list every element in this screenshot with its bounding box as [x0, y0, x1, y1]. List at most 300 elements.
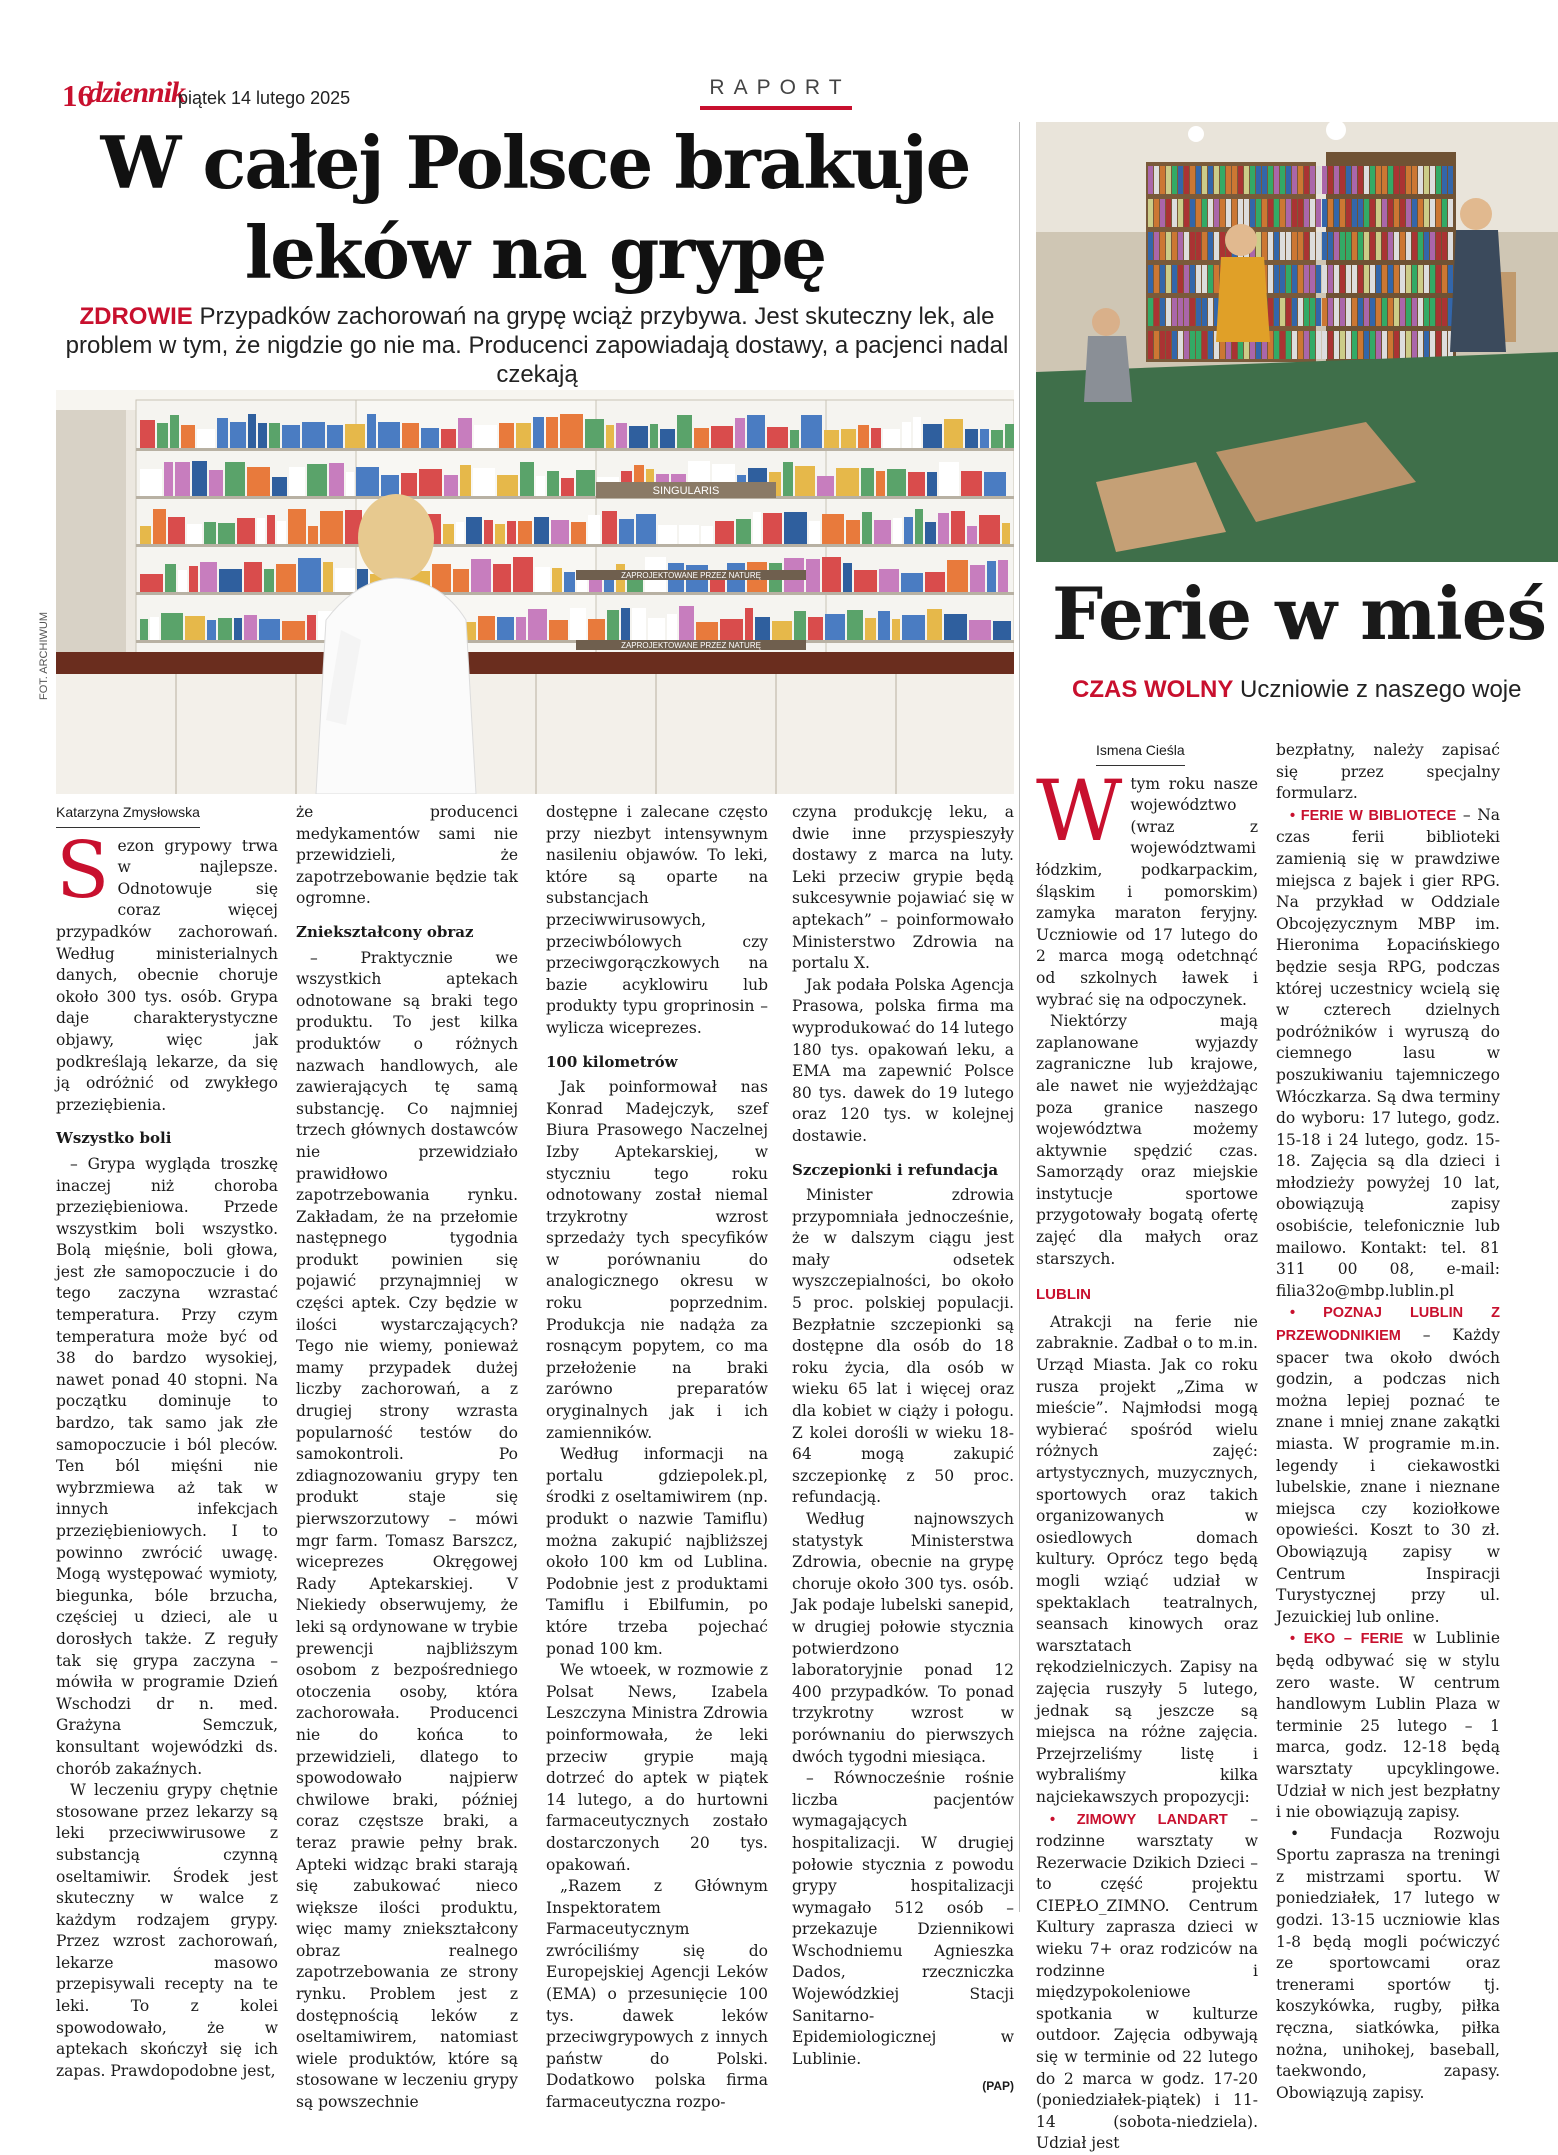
product-box: [947, 560, 968, 592]
book-spine: [1244, 199, 1249, 227]
product-box: [150, 617, 159, 640]
product-box: [913, 417, 921, 448]
paragraph: tym roku nasze województwo (wraz z województwami łódzkim, podkarpackim, śląskim i pomorskim) zamyka maraton feryjny. Uczniowie od 17 lutego do 2 marca mogą odetchnąć od szkolnych ławek i wybrać się na odpoczynek.: [1036, 774, 1258, 1009]
book-spine: [1220, 232, 1225, 260]
paragraph: • Fundacja Rozwoju Sportu zaprasza na treningi z mistrzami sportu. W poniedziałek, 17 lutego w godzi. 13-15 uczniowie klas 1-8 będą mogli poćwiczyć ze sportowcami oraz trenerami sportów tj. koszykówka, rugby, piłka ręczna, siatkówka, piłka nożna, unihokej, baseball, taekwondo, zapasy. Obowiązują zapisy.: [1276, 1824, 1500, 2102]
product-box: [667, 614, 677, 640]
product-box: [846, 520, 860, 544]
product-box: [345, 424, 365, 448]
paragraph: że producenci medykamentów sami nie przewidzieli, że zapotrzebowanie będzie tak ogromne.: [296, 803, 518, 908]
paragraph: – Każdy spacer twa około dwóch godzin, a podczas nich można lepiej poznać te znane i mniej znane zakątki miasta. W programie m.in. legendy i ciekawostki lubelskie, znane i nieznane miejsca czy koziołkowe opowieści. Koszt to 30 zł. Obowiązują zapisy w Centrum Inspiracji Turystycznej przy ul. Jezuickiej lub online.: [1276, 1326, 1500, 1626]
book-spine: [1148, 331, 1153, 359]
product-box: [822, 514, 844, 544]
book-spine: [1190, 199, 1195, 227]
product-box: [520, 462, 534, 496]
product-box: [443, 524, 454, 544]
product-box: [200, 562, 217, 592]
book-spine: [1352, 199, 1357, 227]
book-spine: [1328, 199, 1333, 227]
product-box: [219, 569, 242, 592]
product-box: [861, 468, 874, 496]
book-spine: [1304, 232, 1309, 260]
book-spine: [1166, 265, 1171, 293]
book-spine: [1154, 232, 1159, 260]
book-spine: [1346, 331, 1351, 359]
product-box: [237, 518, 255, 544]
product-box: [175, 462, 190, 496]
dropcap: W: [1036, 761, 1123, 860]
book-spine: [1292, 265, 1297, 293]
book-spine: [1274, 232, 1279, 260]
book-spine: [1424, 331, 1429, 359]
shelf-board: [136, 592, 1014, 595]
subheading: Szczepionki i refundacja: [792, 1160, 999, 1179]
book-spine: [1154, 166, 1159, 194]
book-spine: [1412, 199, 1417, 227]
book-spine: [1244, 166, 1249, 194]
product-box: [808, 617, 823, 640]
book-spine: [1316, 166, 1321, 194]
product-box: [289, 467, 305, 496]
product-box: [715, 521, 734, 544]
book-spine: [1322, 265, 1327, 293]
book-spine: [1328, 331, 1333, 359]
book-spine: [1364, 166, 1369, 194]
product-box: [277, 521, 286, 544]
shelf-board: [136, 496, 1014, 499]
product-box: [636, 514, 656, 544]
product-box: [969, 620, 991, 640]
lead-kicker: ZDROWIE: [79, 303, 193, 330]
product-box: [264, 569, 274, 592]
book-spine: [1442, 298, 1447, 326]
product-box: [629, 426, 648, 448]
book-spine: [1382, 199, 1387, 227]
book-spine: [1292, 232, 1297, 260]
book-spine: [1436, 265, 1441, 293]
book-spine: [1364, 232, 1369, 260]
product-box: [181, 425, 195, 448]
product-box: [883, 429, 900, 448]
product-box: [660, 429, 675, 448]
book-spine: [1184, 331, 1189, 359]
book-spine: [1214, 199, 1219, 227]
book-spine: [1274, 166, 1279, 194]
book-spine: [1310, 166, 1315, 194]
book-spine: [1352, 331, 1357, 359]
book-spine: [1172, 199, 1177, 227]
book-spine: [1406, 199, 1411, 227]
book-spine: [1370, 232, 1375, 260]
lead-text: Uczniowie z naszego woje: [1240, 676, 1522, 703]
book-spine: [1214, 232, 1219, 260]
book-spine: [1184, 166, 1189, 194]
book-spine: [1376, 232, 1381, 260]
book-spine: [1148, 298, 1153, 326]
book-spine: [1172, 298, 1177, 326]
product-box: [356, 467, 379, 496]
book-spine: [1316, 298, 1321, 326]
book-spine: [1340, 331, 1345, 359]
book-spine: [1160, 199, 1165, 227]
book-spine: [1196, 166, 1201, 194]
book-spine: [1226, 166, 1231, 194]
book-spine: [1406, 331, 1411, 359]
book-spine: [1190, 232, 1195, 260]
product-box: [140, 574, 163, 592]
product-box: [908, 472, 925, 496]
product-box: [893, 518, 902, 544]
product-box: [533, 417, 544, 448]
book-spine: [1364, 199, 1369, 227]
book-spine: [1268, 232, 1273, 260]
product-box: [874, 520, 891, 544]
book-spine: [1208, 232, 1213, 260]
product-box: [165, 564, 176, 592]
product-box: [876, 471, 885, 496]
book-spine: [1160, 232, 1165, 260]
book-spine: [1154, 199, 1159, 227]
product-box: [847, 610, 863, 640]
article2-lead: [1072, 676, 1558, 704]
paragraph: Niektórzy mają zaplanowane wyjazdy zagraniczne lub krajowe, ale nawet nie wyjeżdżając poza granice naszego województwa możemy aktywnie spędzić czas. Samorządy oraz miejskie instytucje sportowe przygotowały bogatą ofertę zajęć dla małych oraz starszych.: [1036, 1012, 1258, 1268]
product-box: [794, 611, 806, 640]
book-spine: [1424, 298, 1429, 326]
product-box: [513, 557, 533, 592]
book-spine: [1214, 166, 1219, 194]
book-spine: [1412, 298, 1417, 326]
book-spine: [1322, 199, 1327, 227]
book-spine: [1382, 232, 1387, 260]
article-headline: W całej Polsce brakuje leków na grypę: [100, 120, 970, 295]
book-spine: [1424, 232, 1429, 260]
book-spine: [1190, 265, 1195, 293]
book-spine: [1364, 298, 1369, 326]
book-spine: [1304, 298, 1309, 326]
book-spine: [1160, 166, 1165, 194]
book-spine: [1220, 199, 1225, 227]
product-box: [140, 619, 148, 640]
product-box: [747, 415, 765, 448]
product-box: [276, 564, 296, 592]
product-box: [456, 522, 464, 544]
product-box: [965, 429, 978, 448]
product-box: [961, 471, 982, 496]
book-spine: [1352, 232, 1357, 260]
book-spine: [1376, 199, 1381, 227]
product-box: [474, 425, 497, 448]
product-box: [495, 524, 505, 544]
product-box: [817, 476, 834, 496]
pharmacy-photo: [56, 390, 1014, 794]
book-spine: [1358, 331, 1363, 359]
subheading: Wszystko boli: [56, 1129, 172, 1148]
book-spine: [1436, 331, 1441, 359]
paragraph: W leczeniu grypy chętnie stosowane przez lekarzy są leki przeciwwirusowe z substancją czynną oseltamiwir. Środek jest skuteczny w walce z każdym rodzajem grypy. Przez wzrost zachorowań, lekarze masowo przepisywali recepty na te leki. To z kolei spowodowało, że w aptekach skończył się ich zapas. Prawdopodobne jest,: [56, 1781, 278, 2080]
paragraph: Według najnowszych statystyk Ministerstwa Zdrowia, obecnie na grypę choruje około 300 tys. osób. Jak podaje lubelski sanepid, w drugiej połowie stycznia potwierdzono laboratoryjnie ponad 12 400 przypadków. To ponad trzykrotny wzrost w porównaniu do pierwszych dwóch tygodni miesiąca.: [792, 1510, 1014, 1766]
book-spine: [1286, 166, 1291, 194]
book-spine: [1418, 199, 1423, 227]
product-box: [320, 511, 343, 544]
book-spine: [1202, 199, 1207, 227]
book-spine: [1334, 331, 1339, 359]
book-spine: [1340, 232, 1345, 260]
book-spine: [1208, 166, 1213, 194]
product-box: [499, 423, 514, 448]
product-box: [218, 523, 235, 544]
book-spine: [1172, 166, 1177, 194]
product-box: [308, 526, 318, 544]
product-box: [192, 461, 207, 496]
book-spine: [1400, 166, 1405, 194]
book-spine: [1322, 166, 1327, 194]
product-box: [189, 566, 198, 592]
paragraph: Atrakcji na ferie nie zabraknie. Zadbał o to m.in. Urząd Miasta. Jak co roku rusza projekt „Zima w mieście”. Najmłodsi mogą wybierać spośród wielu różnych zajęć: artystycznych, muzycznych, sportowych oraz takich organizowanych w osiedlowych domach kultury. Oprócz tego będą mogli wziąć udział w spektaklach teatralnych, seansach kinowych oraz warsztatach rękodzielniczych. Zapisy na zajęcia ruszyły 5 lutego, jednak są jeszcze są miejsca na różne zajęcia. Przejrzeliśmy listę i wybraliśmy kilka najciekawszych propozycji:: [1036, 1312, 1258, 1806]
book-spine: [1184, 199, 1189, 227]
product-box: [244, 615, 257, 640]
paragraph: – Równocześnie rośnie liczba pacjentów wymagających hospitalizacji. W drugiej połowie stycznia z powodu grypy hospitalizacji wymagało 512 osób – przekazuje Dziennikowi Wschodniemu Agnieszka Dados, rzeczniczka Wojewódzkiej Stacji Sanitarno-Epidemiologicznej w Lublinie.: [792, 1769, 1014, 2068]
product-box: [247, 467, 270, 496]
book-spine: [1430, 232, 1435, 260]
product-box: [967, 526, 977, 544]
book-spine: [1298, 199, 1303, 227]
book-spine: [1442, 232, 1447, 260]
product-box: [484, 520, 493, 544]
book-spine: [1388, 166, 1393, 194]
product-box: [865, 618, 876, 640]
book-spine: [1442, 166, 1447, 194]
book-spine: [1148, 199, 1153, 227]
product-box: [607, 610, 619, 640]
book-spine: [1256, 199, 1261, 227]
product-box: [161, 613, 183, 640]
product-box: [178, 570, 187, 592]
product-box: [570, 608, 586, 640]
product-box: [460, 465, 471, 496]
book-spine: [1334, 298, 1339, 326]
product-box: [269, 423, 280, 448]
book-spine: [1328, 232, 1333, 260]
paragraph: – Grypa wygląda troszkę inaczej niż choroba przeziębieniowa. Przede wszystkim boli wszystko. Bolą mięśnie, boli głowa, jest złe samopoczucie i do tego zaczyna wzrastać temperatura. Przy czym temperatura może być od 38 do bardzo wysokiej, nawet ponad 40 stopni. Na początku dominuje to bardzo, tak samo jak złe samopoczucie i ból pleców. Ten ból mięśni nie wybrzmiewa aż tak w innych infekcjach przeziębieniowych. I to powinno zwrócić uwagę. Mogą występować wymioty, biegunka, bóle brzucha, częściej u dzieci, ale u dorosłych także. Z reguły tak się grypa zaczyna – mówiła w programie Dzień Wschodzi dr n. med. Grażyna Semczuk, konsultant wojewódzki ds. chorób zakaźnych.: [56, 1154, 278, 1778]
book-spine: [1322, 298, 1327, 326]
book-spine: [1430, 298, 1435, 326]
book-spine: [1430, 265, 1435, 293]
product-box: [493, 564, 511, 592]
book-spine: [1310, 331, 1315, 359]
product-box: [878, 611, 890, 640]
article1-column-1: [56, 802, 278, 2082]
product-box: [998, 560, 1008, 592]
book-spine: [1220, 166, 1225, 194]
product-box: [806, 559, 820, 592]
book-spine: [1250, 166, 1255, 194]
section-rule: [700, 106, 852, 110]
book-spine: [1418, 331, 1423, 359]
book-spine: [1346, 232, 1351, 260]
book-spine: [1370, 166, 1375, 194]
book-spine: [1394, 232, 1399, 260]
product-box: [822, 557, 841, 592]
book-spine: [1352, 298, 1357, 326]
product-box: [987, 561, 996, 592]
product-box: [381, 475, 399, 496]
paragraph: Jak podała Polska Agencja Prasowa, polska firma ma wyprodukować do 14 lutego 180 tys. opakowań leku, a EMA ma zapewnić Polsce 80 tys. dawek do 19 lutego oraz 120 tys. w kolejnej dostawie.: [792, 975, 1014, 1145]
article2-column-2: [1276, 740, 1500, 2104]
product-box: [648, 618, 665, 640]
book-spine: [1196, 331, 1201, 359]
product-box: [801, 415, 822, 448]
shelf-board: [136, 544, 1014, 547]
product-box: [795, 466, 815, 496]
product-box: [187, 524, 202, 544]
product-box: [367, 414, 376, 448]
product-box: [549, 620, 568, 640]
book-spine: [1394, 166, 1399, 194]
book-spine: [1412, 331, 1417, 359]
product-box: [288, 509, 306, 544]
product-box: [458, 418, 472, 448]
book-spine: [1190, 166, 1195, 194]
book-spine: [1382, 166, 1387, 194]
dropcap: S: [56, 825, 110, 916]
subheading: Zniekształcony obraz: [296, 922, 474, 941]
book-spine: [1316, 232, 1321, 260]
book-spine: [1346, 166, 1351, 194]
book-spine: [1370, 298, 1375, 326]
product-box: [696, 622, 718, 640]
product-box: [209, 470, 223, 496]
book-spine: [1322, 232, 1327, 260]
book-spine: [1340, 166, 1345, 194]
book-spine: [1196, 298, 1201, 326]
product-box: [441, 429, 456, 448]
author-byline: Katarzyna Zmysłowska: [56, 802, 200, 828]
product-box: [561, 478, 574, 496]
product-box: [650, 424, 658, 448]
book-spine: [1310, 265, 1315, 293]
product-box: [939, 462, 959, 496]
product-box: [925, 522, 936, 544]
product-box: [745, 608, 753, 640]
product-box: [516, 617, 526, 640]
product-box: [980, 429, 989, 448]
product-box: [790, 430, 799, 448]
product-box: [272, 477, 287, 496]
book-spine: [1172, 265, 1177, 293]
book-spine: [1370, 265, 1375, 293]
product-box: [887, 469, 906, 496]
book-spine: [1286, 265, 1291, 293]
book-spine: [1418, 298, 1423, 326]
book-spine: [1298, 232, 1303, 260]
book-spine: [1178, 265, 1183, 293]
product-box: [536, 476, 545, 496]
product-box: [944, 419, 963, 448]
author-byline: Ismena Cieśla: [1096, 740, 1185, 766]
book-spine: [1286, 298, 1291, 326]
book-spine: [1280, 331, 1285, 359]
product-box: [923, 424, 942, 448]
book-spine: [1250, 199, 1255, 227]
book-spine: [1418, 265, 1423, 293]
shelf-board: [136, 640, 1014, 643]
product-box: [841, 429, 856, 448]
book-spine: [1340, 265, 1345, 293]
product-box: [282, 425, 300, 448]
product-box: [858, 425, 869, 448]
book-spine: [1202, 331, 1207, 359]
product-box: [140, 526, 151, 544]
product-box: [606, 425, 614, 448]
product-box: [478, 616, 495, 640]
book-spine: [1400, 331, 1405, 359]
book-spine: [1442, 199, 1447, 227]
book-spine: [1376, 166, 1381, 194]
product-box: [927, 472, 937, 496]
product-box: [784, 512, 807, 544]
product-box: [564, 572, 575, 592]
book-spine: [1394, 298, 1399, 326]
book-spine: [1208, 265, 1213, 293]
book-spine: [1412, 232, 1417, 260]
product-box: [282, 621, 305, 640]
product-box: [576, 470, 595, 496]
article1-column-4: [792, 802, 1014, 2098]
book-spine: [1196, 232, 1201, 260]
product-box: [588, 619, 605, 640]
article1-column-3: [546, 802, 768, 2114]
product-box: [711, 426, 733, 448]
book-spine: [1436, 232, 1441, 260]
product-box: [473, 468, 495, 496]
book-spine: [1262, 166, 1267, 194]
sign-natura-2: ZAPROJEKTOWANE PRZEZ NATURĘ: [621, 641, 761, 650]
book-spine: [1406, 265, 1411, 293]
book-spine: [1316, 199, 1321, 227]
book-spine: [1268, 166, 1273, 194]
book-spine: [1316, 331, 1321, 359]
book-spine: [1358, 232, 1363, 260]
book-spine: [1382, 298, 1387, 326]
product-box: [904, 517, 913, 544]
shelf-board: [136, 448, 1014, 451]
book-spine: [1340, 298, 1345, 326]
product-box: [153, 509, 166, 544]
book-spine: [1202, 232, 1207, 260]
product-box: [915, 509, 923, 544]
product-box: [535, 567, 550, 592]
paragraph: bezpłatny, należy zapisać się przez specjalny formularz.: [1276, 741, 1500, 803]
lead-kicker: CZAS WOLNY: [1072, 676, 1234, 703]
book-spine: [1178, 232, 1183, 260]
book-spine: [1178, 199, 1183, 227]
book-spine: [1430, 199, 1435, 227]
product-box: [497, 475, 518, 496]
book-spine: [1388, 232, 1393, 260]
product-box: [892, 619, 900, 640]
book-spine: [1376, 265, 1381, 293]
paragraph: dostępne i zalecane często przy niezbyt intensywnym nasileniu objawów. To leki, które są oparte na substancjach przeciwwirusowych, przeciwbólowych czy przeciwgorączkowych na bazie acyklowiru lub produkty typu groprinosin – wylicza wiceprezes.: [546, 803, 768, 1037]
product-box: [329, 463, 344, 496]
book-spine: [1334, 166, 1339, 194]
book-spine: [1172, 331, 1177, 359]
book-spine: [1448, 166, 1453, 194]
product-box: [616, 423, 627, 448]
book-spine: [1436, 199, 1441, 227]
city-subheading: LUBLIN: [1036, 1286, 1091, 1304]
book-spine: [1382, 331, 1387, 359]
product-box: [244, 562, 262, 592]
